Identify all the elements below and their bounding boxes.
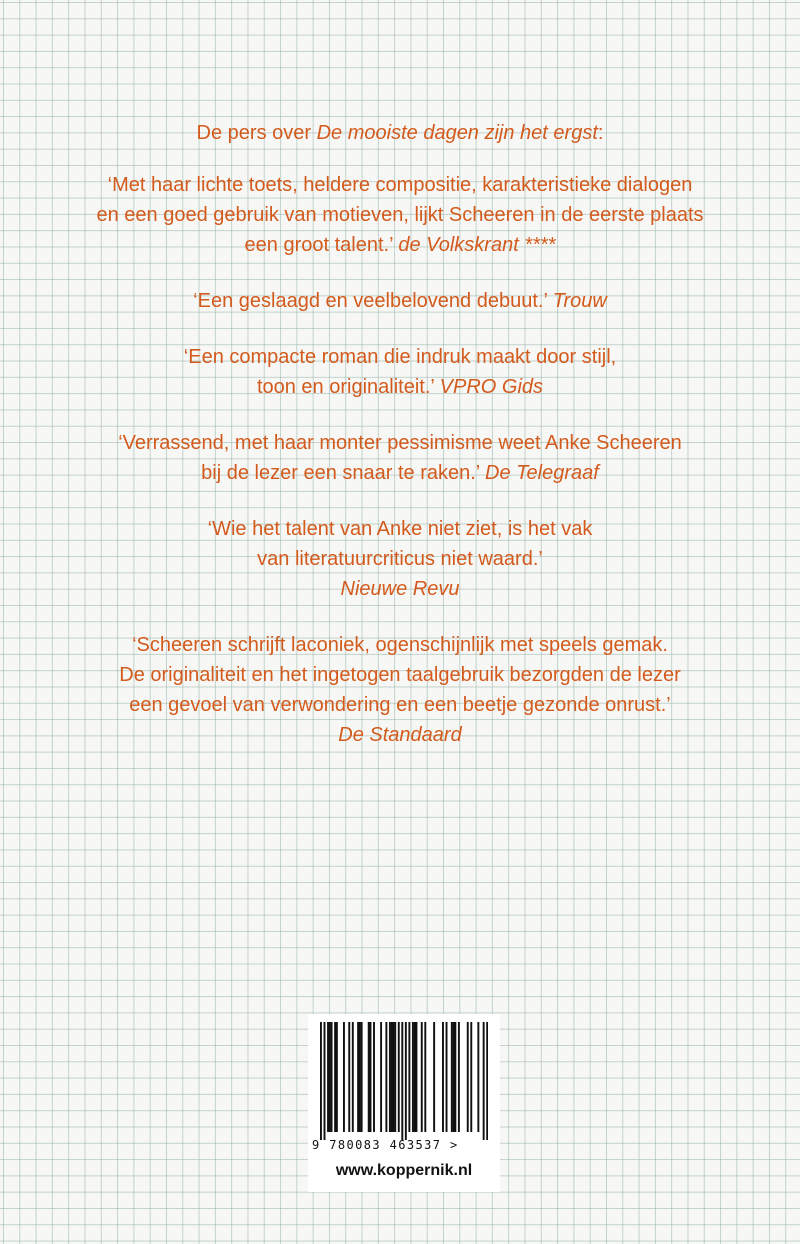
barcode-bar [421, 1022, 423, 1132]
quote-nieuwe-revu [0, 514, 800, 604]
barcode-bar [398, 1022, 400, 1132]
quote-source: VPRO Gids [439, 376, 544, 398]
quote-line: van literatuurcriticus niet waard.’ [257, 548, 543, 570]
barcode-bar [415, 1022, 417, 1132]
heading-suffix: : [597, 122, 604, 144]
quote-source: Trouw [552, 290, 607, 312]
barcode-bar [483, 1022, 485, 1140]
rating-stars: **** [518, 234, 556, 256]
quote-line: ‘Verrassend, met haar monter pessimisme weet Anke Scheeren [118, 432, 682, 454]
barcode-bar [324, 1022, 326, 1140]
quote-line: De originaliteit en het ingetogen taalgebruik bezorgden de lezer [119, 664, 681, 686]
barcode-bar [412, 1022, 414, 1132]
quote-trouw [0, 286, 800, 316]
barcode-bar [433, 1022, 435, 1132]
barcode-bar [401, 1022, 403, 1140]
barcode-bar [385, 1022, 387, 1132]
barcode-bar [451, 1022, 453, 1132]
barcode-image [320, 1022, 488, 1140]
barcode-bar [380, 1022, 382, 1132]
quote-source: Nieuwe Revu [340, 578, 460, 600]
quote-line: een groot talent.’ [244, 234, 399, 256]
quote-line: ‘Scheeren schrijft laconiek, ogenschijnlijk met speels gemak. [132, 634, 668, 656]
press-heading [0, 118, 800, 148]
barcode-bar [389, 1022, 391, 1132]
isbn-digits: 9 780083 463537 > [312, 1138, 459, 1152]
barcode-bar [373, 1022, 375, 1132]
publisher-website: www.koppernik.nl [335, 1162, 473, 1179]
quote-vpro-gids [0, 342, 800, 402]
barcode-bar [393, 1022, 395, 1132]
barcode-bar [352, 1022, 354, 1132]
quote-line: en een goed gebruik van motieven, lijkt Scheeren in de eerste plaats [96, 204, 704, 226]
quote-volkskrant [0, 170, 800, 260]
quote-line: ‘Wie het talent van Anke niet ziet, is het vak [207, 518, 593, 540]
barcode-bar [424, 1022, 426, 1132]
barcode-bar [442, 1022, 444, 1132]
book-title: De mooiste dagen zijn het ergst [316, 122, 598, 144]
quote-line: ‘Een compacte roman die indruk maakt door stijl, [183, 346, 617, 368]
press-quotes [0, 118, 800, 776]
barcode-bar [414, 1022, 416, 1132]
barcode-bar [327, 1022, 329, 1132]
barcode-bar [486, 1022, 488, 1140]
barcode-bar [329, 1022, 331, 1132]
barcode-bar [359, 1022, 361, 1132]
barcode-bar [408, 1022, 410, 1132]
barcode-bar [370, 1022, 372, 1132]
barcode-bar [446, 1022, 448, 1132]
quote-line: bij de lezer een snaar te raken.’ [201, 462, 486, 484]
barcode-bar [334, 1022, 336, 1132]
barcode-bar [391, 1022, 393, 1132]
barcode-bar [348, 1022, 350, 1132]
quote-line: ‘Met haar lichte toets, heldere compositie, karakteristieke dialogen [107, 174, 693, 196]
quote-source: De Telegraaf [485, 462, 599, 484]
barcode-bar [454, 1022, 456, 1132]
barcode-bar [405, 1022, 407, 1140]
barcode-bar [361, 1022, 363, 1132]
barcode-bar [467, 1022, 469, 1132]
quote-source: De Standaard [338, 724, 462, 746]
barcode-bar [458, 1022, 460, 1132]
quote-line: ‘Een geslaagd en veelbelovend debuut.’ [193, 290, 553, 312]
barcode-bar [331, 1022, 333, 1132]
barcode-bar [368, 1022, 370, 1132]
barcode-bar [470, 1022, 472, 1132]
barcode-bar [477, 1022, 479, 1132]
barcode-bar [357, 1022, 359, 1132]
barcode-bar [343, 1022, 345, 1132]
quote-telegraaf [0, 428, 800, 488]
heading-prefix: De pers over [196, 122, 317, 144]
barcode-bar [336, 1022, 338, 1132]
quote-line: een gevoel van verwondering en een beetje gezonde onrust.’ [129, 694, 671, 716]
quote-source: de Volkskrant [398, 234, 519, 256]
barcode-bar [453, 1022, 455, 1132]
quote-standaard [0, 630, 800, 750]
barcode-bar [320, 1022, 322, 1140]
barcode-bar [394, 1022, 396, 1132]
isbn-barcode-block [308, 1014, 500, 1192]
quote-line: toon en originaliteit.’ [256, 376, 440, 398]
